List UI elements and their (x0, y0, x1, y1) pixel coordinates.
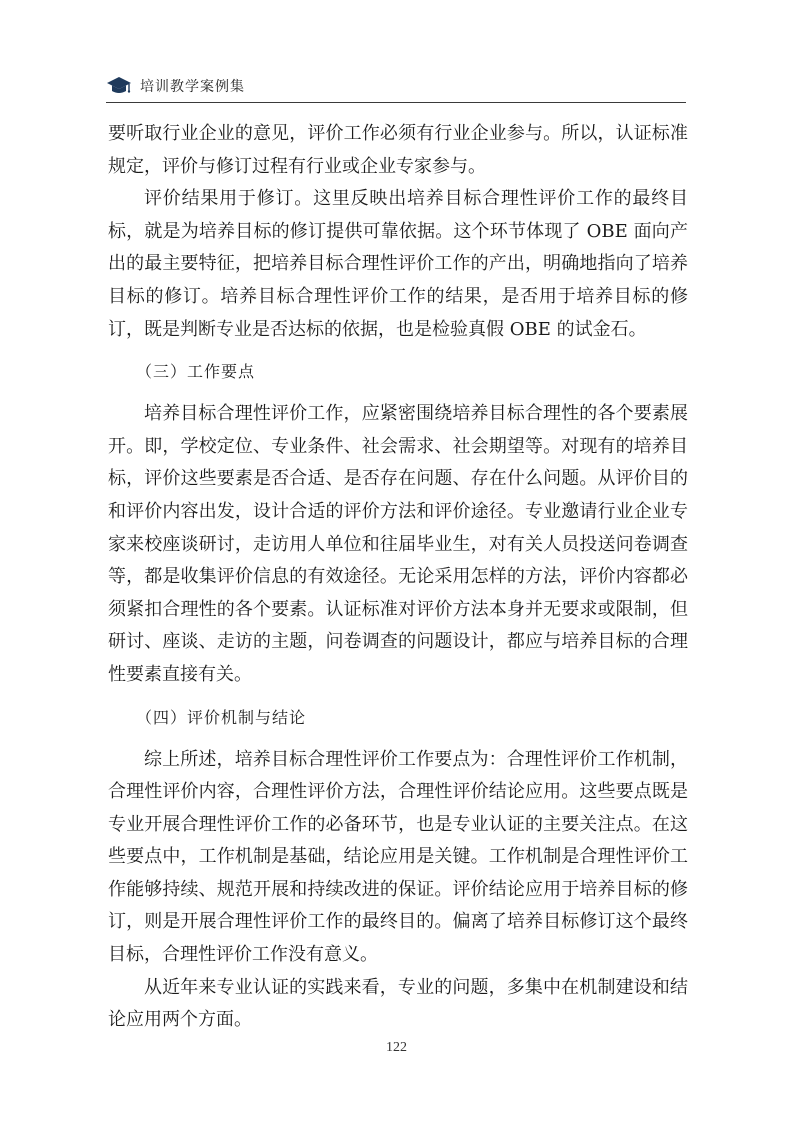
section-heading: （四）评价机制与结论 (136, 707, 307, 727)
body-paragraph: 综上所述，培养目标合理性评价工作要点为：合理性评价工作机制，合理性评价内容，合理性评价方法，合理性评价结论应用。这些要点既是专业开展合理性评价工作的必备环节，也是专业认证的主要关注点。在这些要点中，工作机制是基础，结论应用是关键。工作机制是合理性评价工作能够持续、规范开展和持续改进的保证。评价结论应用于培养目标的修订，则是开展合理性评价工作的最终目的。偏离了培养目标修订这个最终目标，合理性评价工作没有意义。 (108, 748, 688, 966)
body-paragraph: 要听取行业企业的意见，评价工作必须有行业企业参与。所以，认证标准规定，评价与修订过程有行业或企业专家参与。 (108, 123, 688, 177)
body-paragraph: 培养目标合理性评价工作，应紧密围绕培养目标合理性的各个要素展开。即，学校定位、专业条件、社会需求、社会期望等。对现有的培养目标，评价这些要素是否合适、是否存在问题、存在什么问题。从评价目的和评价内容出发，设计合适的评价方法和评价途径。专业邀请行业企业专家来校座谈研讨，走访用人单位和往届毕业生，对有关人员投送问卷调查等，都是收集评价信息的有效途径。无论采用怎样的方法，评价内容都必须紧扣合理性的各个要素。认证标准对评价方法本身并无要求或限制，但研讨、座谈、走访的主题，问卷调查的问题设计，都应与培养目标的合理性要素直接有关。 (108, 403, 688, 685)
header-divider (106, 102, 686, 103)
body-paragraph: 从近年来专业认证的实践来看，专业的问题，多集中在机制建设和结论应用两个方面。 (108, 976, 688, 1031)
body-paragraph: 评价结果用于修订。这里反映出培养目标合理性评价工作的最终目标，就是为培养目标的修订提供可靠依据。这个环节体现了 OBE 面向产出的最主要特征，把培养目标合理性评价工作的产出，明确地指向了培养目标的修订。培养目标合理性评价工作的结果，是否用于培养目标的修订，既是判断专业是否达标的依据，也是检验真假 OBE 的试金石。 (108, 188, 688, 340)
page-number: 122 (386, 1040, 407, 1055)
page-header (106, 72, 245, 100)
header-title: 培训教学案例集 (140, 79, 245, 95)
page-body (108, 118, 688, 1037)
graduation-cap-icon (106, 75, 132, 97)
section-heading: （三）工作要点 (136, 362, 256, 382)
